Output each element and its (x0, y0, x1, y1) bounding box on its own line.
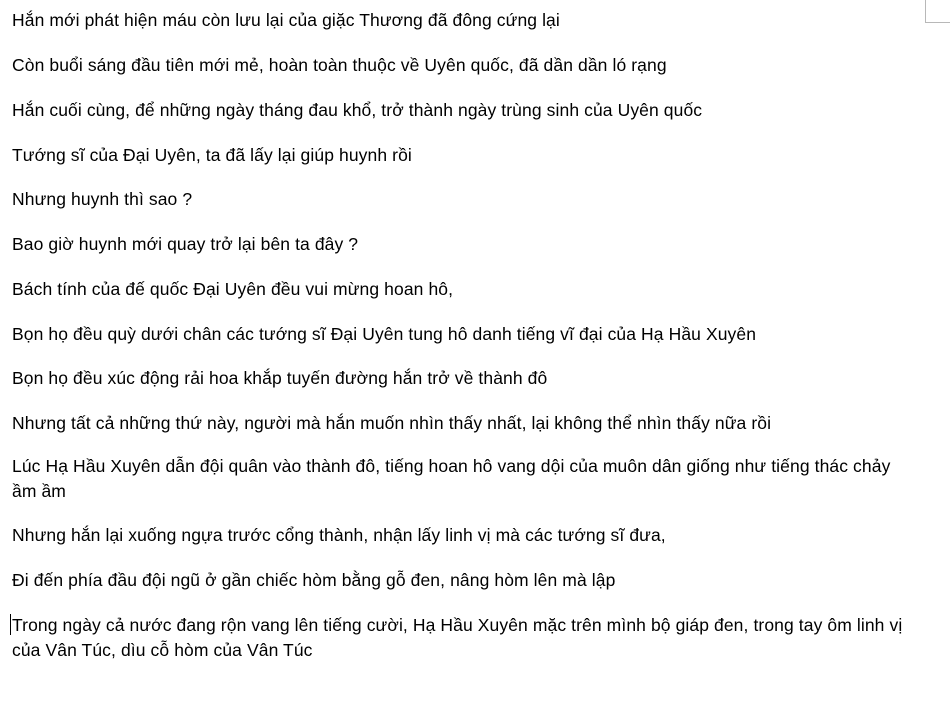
paragraph: Bách tính của đế quốc Đại Uyên đều vui mừng hoan hô, (12, 279, 454, 300)
paragraph: Đi đến phía đầu đội ngũ ở gần chiếc hòm bằng gỗ đen, nâng hòm lên mà lập (12, 569, 616, 590)
paragraph-with-caret (12, 613, 912, 663)
paragraph: Lúc Hạ Hầu Xuyên dẫn đội quân vào thành đô, tiếng hoan hô vang dội của muôn dân giống như tiếng thác chảy ầm ầm (12, 456, 891, 502)
paragraph: Nhưng hắn lại xuống ngựa trước cổng thành, nhận lấy linh vị mà các tướng sĩ đưa, (12, 525, 666, 546)
text-caret (10, 614, 11, 635)
paragraph: Nhưng huynh thì sao ? (12, 189, 193, 210)
paragraph: Bọn họ đều xúc động rải hoa khắp tuyến đường hắn trở về thành đô (12, 367, 548, 388)
paragraph: Bọn họ đều quỳ dưới chân các tướng sĩ Đại Uyên tung hô danh tiếng vĩ đại của Hạ Hầu Xuyên (12, 323, 757, 344)
paragraph: Bao giờ huynh mới quay trở lại bên ta đây ? (12, 234, 359, 255)
paragraph: Hắn mới phát hiện máu còn lưu lại của giặc Thương đã đông cứng lại (12, 10, 560, 30)
paragraph: Tướng sĩ của Đại Uyên, ta đã lấy lại giúp huynh rồi (12, 144, 412, 165)
paragraph-text: Trong ngày cả nước đang rộn vang lên tiếng cười, Hạ Hầu Xuyên mặc trên mình bộ giáp đen, trong tay ôm linh vị của Vân Túc, dìu cỗ hòm của Vân Túc (12, 614, 903, 660)
paragraph: Nhưng tất cả những thứ này, người mà hắn muốn nhìn thấy nhất, lại không thể nhìn thấy nữa rồi (12, 412, 772, 433)
paragraph: Còn buổi sáng đầu tiên mới mẻ, hoàn toàn thuộc về Uyên quốc, đã dần dần ló rạng (12, 54, 667, 75)
paragraph: Hắn cuối cùng, để những ngày tháng đau khổ, trở thành ngày trùng sinh của Uyên quốc (12, 99, 703, 120)
